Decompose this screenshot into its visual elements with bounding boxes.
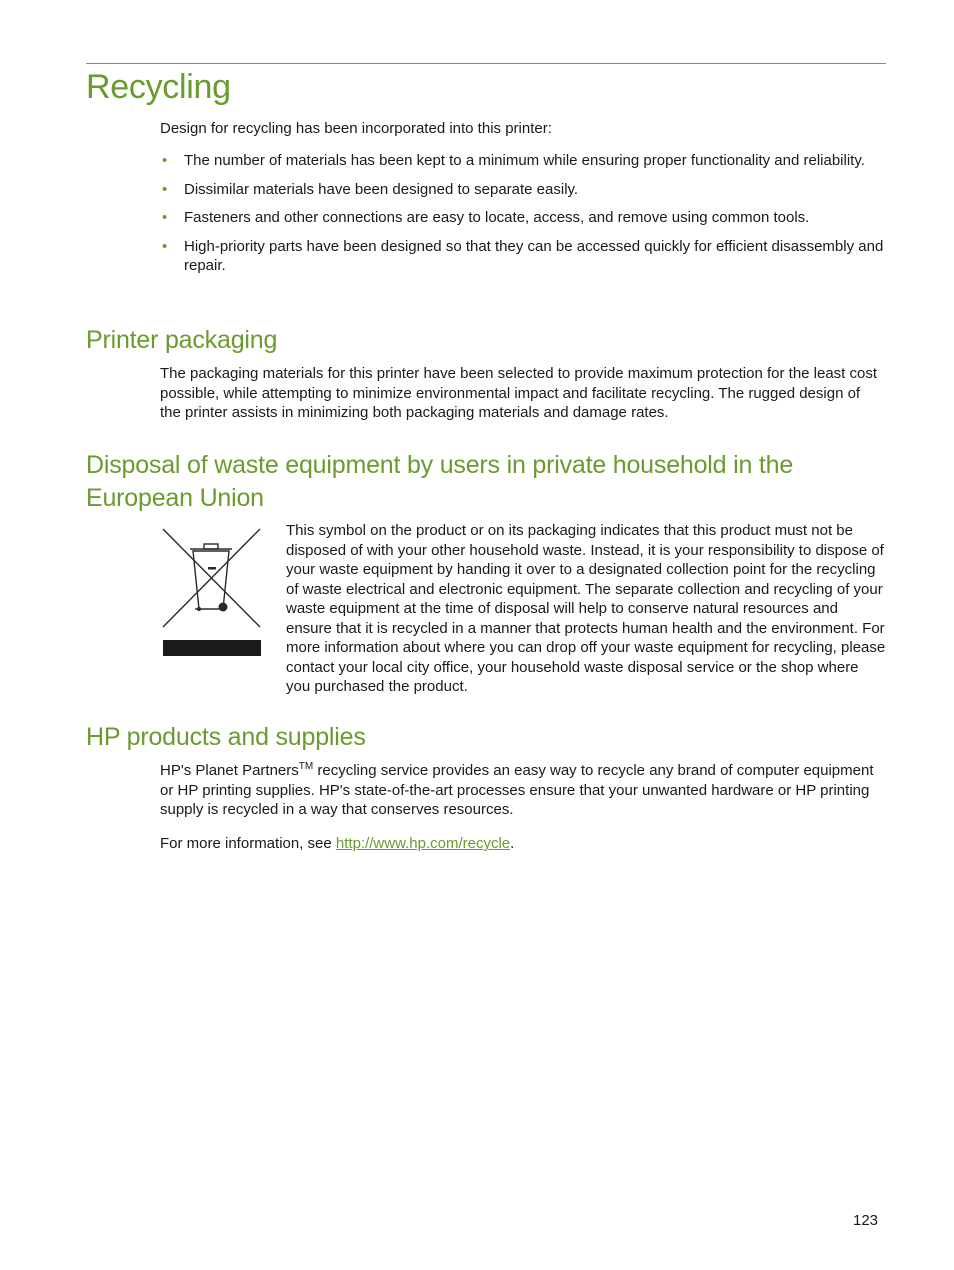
bullet-text: High-priority parts have been designed so that they can be accessed quickly for efficient disassembly and repair. bbox=[184, 237, 884, 274]
crossed-out-wheelie-bin-icon bbox=[160, 525, 264, 659]
intro-text: Design for recycling has been incorporated into this printer: bbox=[160, 120, 552, 137]
page-title: Recycling bbox=[86, 68, 231, 106]
bullet-text: Dissimilar materials have been designed to separate easily. bbox=[184, 180, 579, 198]
bullet-text: The number of materials has been kept to a minimum while ensuring proper functionality and reliability. bbox=[184, 152, 865, 169]
hp-products-heading: HP products and supplies bbox=[86, 723, 366, 751]
hp-products-text bbox=[160, 761, 885, 820]
planet-partners-description: recycling service provides an easy way to recycle any brand of computer equipment or HP printing supplies. HP's state-of-the-art processes ensure that your unwanted hardware or HP printing supply is recycled in a way that conserves resources. bbox=[160, 762, 874, 818]
planet-partners-text: HP's Planet Partners bbox=[160, 762, 299, 779]
bullet-icon: • bbox=[162, 152, 168, 169]
list-item bbox=[160, 151, 885, 171]
bullet-text: Fasteners and other connections are easy to locate, access, and remove using common tools. bbox=[184, 209, 810, 226]
printer-packaging-text: The packaging materials for this printer have been selected to provide maximum protection for the least cost possible, while attempting to minimize environmental impact and facilitate recycling. The rugged design of the printer assists in minimizing both packaging materials and damage rates. bbox=[160, 365, 878, 421]
list-item bbox=[160, 180, 885, 200]
more-info-text bbox=[160, 834, 885, 854]
bullet-icon: • bbox=[162, 180, 168, 198]
disposal-text: This symbol on the product or on its packaging indicates that this product must not be disposed of with your other household waste. Instead, it is your responsibility to dispose of your waste equipment by handing it over to a designated collection point for the recycling of waste electrical and electronic equipment. The separate collection and recycling of your waste equipment at the time of disposal will help to conserve natural resources and ensure that it is recycled in a manner that protects human health and the environment. For more information about where you can drop off your waste equipment for recycling, please contact your local city office, your household waste disposal service or the shop where you purchased the product. bbox=[286, 522, 886, 695]
more-info-prefix: For more information, see bbox=[160, 835, 336, 852]
bullet-icon: • bbox=[162, 209, 168, 226]
disposal-heading: Disposal of waste equipment by users in private household in the European Union bbox=[86, 451, 794, 512]
trademark-mark: TM bbox=[298, 761, 314, 772]
printer-packaging-heading: Printer packaging bbox=[86, 326, 278, 354]
page-number: 123 bbox=[853, 1212, 879, 1229]
header-rule bbox=[86, 63, 886, 64]
bullet-icon: • bbox=[162, 237, 168, 255]
recycling-bullet-list bbox=[160, 151, 885, 285]
more-info-suffix: . bbox=[510, 835, 515, 852]
list-item bbox=[160, 208, 885, 228]
list-item bbox=[160, 237, 885, 276]
hp-recycle-link[interactable]: http://www.hp.com/recycle bbox=[335, 835, 511, 852]
